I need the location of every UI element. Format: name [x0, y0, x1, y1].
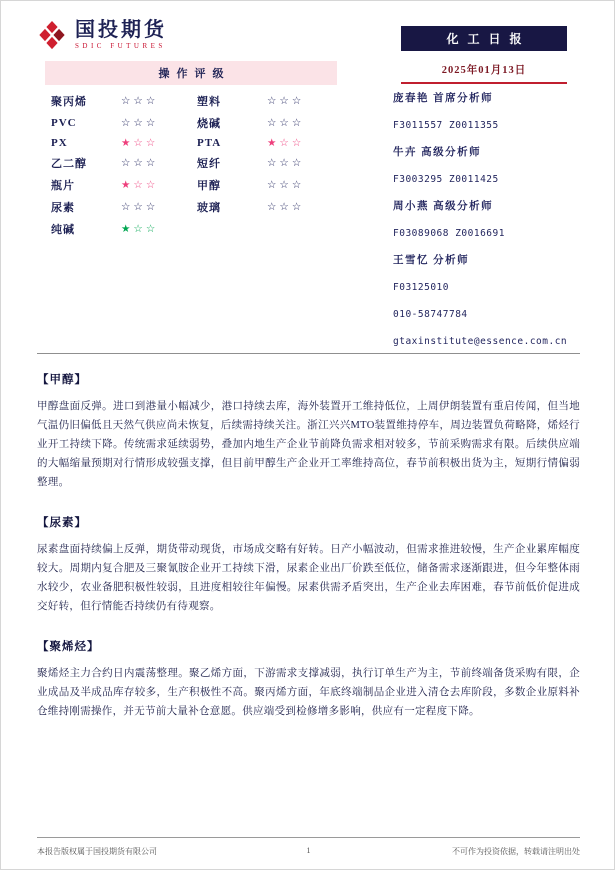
report-title: 化工日报 — [401, 26, 567, 51]
analyst-code: F3011557 Z0011355 — [393, 120, 499, 131]
analyst-name: 周小燕 高级分析师 — [393, 201, 494, 212]
section-heading: 【聚烯烃】 — [37, 641, 100, 653]
brand-logo-icon — [37, 20, 67, 50]
rating-product-name: 短纤 — [197, 158, 221, 170]
ratings-table — [45, 61, 337, 240]
section-body: 甲醇盘面反弹。进口到港量小幅减少，港口持续去库，海外装置开工维持低位，上周伊朗装置有重启传闻，但当地气温仍旧偏低且天然气供应尚未恢复，后续需持续关注。浙江兴兴MTO装置维持停车，周边装置负荷略降，烯烃行业开工持续下降。传统需求延续弱势，叠加内地生产企业节前降负需求相对较多，节前采购需求有限。后续供应端的大幅缩量预期对行情形成较强支撑，但目前甲醇生产企业开工率维持高位，春节前积极出货为主，短期行情偏弱整理。 — [37, 401, 580, 488]
analyst-name: 牛卉 高级分析师 — [393, 147, 482, 158]
report-section — [37, 514, 580, 616]
rating-row — [45, 196, 337, 218]
rating-product-name: 尿素 — [51, 202, 75, 214]
rating-product-name: PVC — [51, 117, 77, 129]
rating-stars: ☆☆☆ — [267, 117, 305, 129]
analyst-code: F03089068 Z0016691 — [393, 228, 505, 239]
rating-stars: ☆☆☆ — [267, 179, 305, 191]
analyst-name: 王雪忆 分析师 — [393, 255, 470, 266]
rating-row — [45, 90, 337, 112]
rating-stars: ☆☆☆ — [121, 201, 159, 213]
report-date: 2025年01月13日 — [401, 62, 567, 84]
rating-product-name: 纯碱 — [51, 224, 75, 236]
rating-row — [45, 218, 337, 240]
page-footer — [37, 837, 580, 857]
rating-stars: ☆☆☆ — [267, 157, 305, 169]
section-body: 聚烯烃主力合约日内震荡整理。聚乙烯方面，下游需求支撑减弱，执行订单生产为主，节前终端备货采购有限，企业成品及半成品库存较多，生产积极性不高。聚丙烯方面，年底终端制品企业进入清仓去库阶段，多数企业原料补仓维持刚需操作，并无节前大量补仓意愿。供应端受到检修增多影响，供应有一定程度下降。 — [37, 668, 580, 717]
analyst-name: 庞春艳 首席分析师 — [393, 93, 494, 104]
header-divider — [37, 353, 580, 354]
analyst-info — [393, 91, 581, 361]
rating-product-name: 乙二醇 — [51, 158, 87, 170]
rating-product-name: 甲醇 — [197, 180, 221, 192]
ratings-table-body — [45, 90, 337, 240]
rating-stars: ☆☆☆ — [267, 201, 305, 213]
brand-subtitle: SDIC FUTURES — [75, 42, 166, 50]
rating-stars: ☆☆☆ — [267, 95, 305, 107]
footer-copyright: 本报告版权属于国投期货有限公司 — [37, 847, 157, 856]
rating-stars: ★☆☆ — [121, 179, 159, 191]
rating-product-name: 塑料 — [197, 96, 221, 108]
rating-row — [45, 134, 337, 152]
analyst-code: F3003295 Z0011425 — [393, 174, 499, 185]
rating-row — [45, 174, 337, 196]
rating-row — [45, 152, 337, 174]
brand-logo — [37, 19, 167, 50]
rating-product-name: PX — [51, 137, 68, 149]
footer-page-number: 1 — [306, 846, 311, 855]
rating-stars: ☆☆☆ — [121, 117, 159, 129]
brand-text — [75, 19, 167, 50]
rating-product-name: PTA — [197, 137, 222, 149]
rating-stars: ★☆☆ — [121, 137, 159, 149]
rating-product-name: 聚丙烯 — [51, 96, 87, 108]
ratings-title: 操作评级 — [45, 61, 337, 85]
report-sections — [37, 359, 580, 743]
rating-row — [45, 112, 337, 134]
section-heading: 【尿素】 — [37, 517, 87, 529]
rating-stars: ☆☆☆ — [121, 157, 159, 169]
brand-name: 国投期货 — [75, 19, 167, 41]
section-body: 尿素盘面持续偏上反弹，期货带动现货，市场成交略有好转。日产小幅波动，但需求推进较慢，生产企业累库幅度较大。周期内复合肥及三聚氰胺企业开工持续下滑，尿素企业出厂价跌至低位，储备需求逐渐跟进，但今年整体雨水较少，农业备肥积极性较弱，且进度相较往年偏慢。尿素供需矛盾突出，生产企业去库困难，春节前低价促进成交好转，但行情能否持续仍有待观察。 — [37, 544, 580, 612]
report-section — [37, 371, 580, 492]
rating-stars: ☆☆☆ — [121, 95, 159, 107]
rating-stars: ★☆☆ — [267, 137, 305, 149]
analyst-code: F03125010 — [393, 282, 449, 293]
rating-product-name: 烧碱 — [197, 118, 221, 130]
rating-product-name: 瓶片 — [51, 180, 75, 192]
report-section — [37, 638, 580, 721]
footer-disclaimer: 不可作为投资依据，转载请注明出处 — [452, 847, 580, 856]
masthead — [401, 26, 567, 84]
rating-product-name: 玻璃 — [197, 202, 221, 214]
rating-stars: ★☆☆ — [121, 223, 159, 235]
analyst-code: 010-58747784 — [393, 309, 468, 320]
analyst-code: gtaxinstitute@essence.com.cn — [393, 336, 568, 347]
section-heading: 【甲醇】 — [37, 374, 87, 386]
